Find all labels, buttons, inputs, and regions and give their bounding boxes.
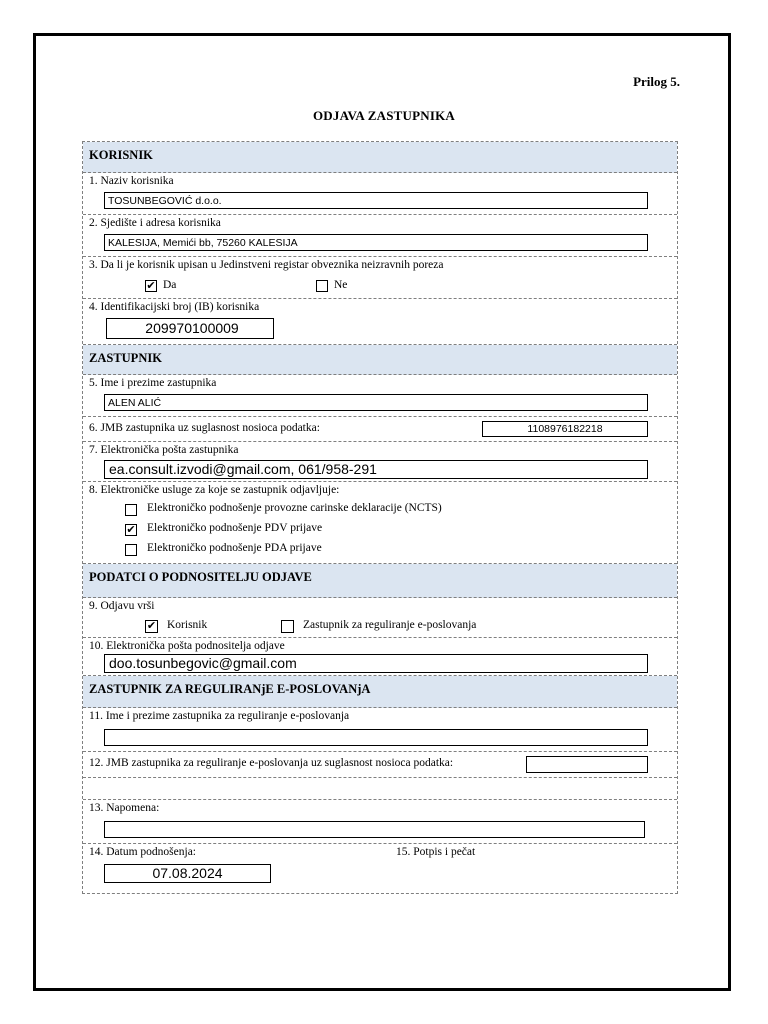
section-reg-zastupnik xyxy=(83,676,677,708)
adresa-input[interactable]: KALESIJA, Memići bb, 75260 KALESIJA xyxy=(104,234,648,251)
field-email-podnositelja xyxy=(83,638,677,676)
field-label: 12. JMB zastupnika za reguliranje e-poslovanja uz suglasnost nosioca podatka: xyxy=(89,757,454,769)
field-datum-potpis xyxy=(83,844,677,893)
field-label: 4. Identifikacijski broj (IB) korisnika xyxy=(89,301,260,313)
jmb-reg-zastupnika-input[interactable] xyxy=(526,756,648,773)
field-label: 2. Sjedište i adresa korisnika xyxy=(89,217,221,229)
field-label: 7. Elektronička pošta zastupnika xyxy=(89,444,239,456)
jmb-zastupnika-input[interactable]: 1108976182218 xyxy=(482,421,648,437)
potpis-label: 15. Potpis i pečat xyxy=(396,846,476,858)
email-podnositelja-input[interactable]: doo.tosunbegovic@gmail.com xyxy=(104,654,648,673)
field-jmb-reg-zastupnika xyxy=(83,752,677,778)
usluga-pdv-label: Elektroničko podnošenje PDV prijave xyxy=(147,522,323,534)
section-title: PODATCI O PODNOSITELJU ODJAVE xyxy=(89,570,312,584)
attachment-label: Prilog 5. xyxy=(633,74,680,89)
email-zastupnika-input[interactable]: ea.consult.izvodi@gmail.com, 061/958-291 xyxy=(104,460,648,479)
field-label: 14. Datum podnošenja: xyxy=(89,846,196,858)
section-korisnik xyxy=(83,142,677,173)
deregistration-form xyxy=(82,141,678,894)
field-ime-zastupnika xyxy=(83,375,677,417)
section-podnositelj xyxy=(83,564,677,598)
section-title: KORISNIK xyxy=(89,148,153,162)
usluga-ncts-label: Elektroničko podnošenje provozne carinske deklaracije (NCTS) xyxy=(147,502,442,514)
odjava-zastupnik-checkbox[interactable] xyxy=(281,620,294,633)
registar-no-label: Ne xyxy=(334,279,348,291)
field-label: 5. Ime i prezime zastupnika xyxy=(89,377,217,389)
naziv-input[interactable]: TOSUNBEGOVIĆ d.o.o. xyxy=(104,192,648,209)
section-title: ZASTUPNIK ZA REGULIRANjE E-POSLOVANjA xyxy=(89,682,371,696)
field-label: 11. Ime i prezime zastupnika za reguliranje e-poslovanja xyxy=(89,710,350,722)
field-jmb-zastupnika xyxy=(83,417,677,442)
field-label: 13. Napomena: xyxy=(89,802,160,814)
field-label: 8. Elektroničke usluge za koje se zastupnik odjavljuje: xyxy=(89,484,340,496)
section-title: ZASTUPNIK xyxy=(89,351,162,365)
field-ib xyxy=(83,299,677,345)
field-naziv xyxy=(83,173,677,215)
field-label: 10. Elektronička pošta podnositelja odjave xyxy=(89,640,285,652)
napomena-input[interactable] xyxy=(104,821,645,838)
field-usluge xyxy=(83,482,677,564)
usluga-ncts-checkbox[interactable] xyxy=(125,504,137,516)
spacer-row xyxy=(83,778,677,800)
field-email-zastupnika xyxy=(83,442,677,482)
odjava-zastupnik-label: Zastupnik za reguliranje e-poslovanja xyxy=(303,619,477,631)
field-registar xyxy=(83,257,677,299)
ime-zastupnika-input[interactable]: ALEN ALIĆ xyxy=(104,394,648,411)
usluga-pda-checkbox[interactable] xyxy=(125,544,137,556)
field-label: 6. JMB zastupnika uz suglasnost nosioca podatka: xyxy=(89,422,320,434)
field-napomena xyxy=(83,800,677,844)
section-zastupnik xyxy=(83,345,677,375)
registar-no-checkbox[interactable] xyxy=(316,280,328,292)
field-label: 3. Da li je korisnik upisan u Jedinstveni registar obveznika neizravnih poreza xyxy=(89,259,444,271)
registar-yes-checkbox[interactable]: ✔ xyxy=(146,279,156,292)
ib-input[interactable]: 209970100009 xyxy=(106,318,274,339)
usluga-pda-label: Elektroničko podnošenje PDA prijave xyxy=(147,542,322,554)
field-label: 9. Odjavu vrši xyxy=(89,600,155,612)
field-odjavu-vrsi xyxy=(83,598,677,638)
ime-reg-zastupnika-input[interactable] xyxy=(104,729,648,746)
field-ime-reg-zastupnika xyxy=(83,708,677,752)
field-adresa xyxy=(83,215,677,257)
usluga-pdv-checkbox[interactable]: ✔ xyxy=(126,523,136,536)
field-label: 1. Naziv korisnika xyxy=(89,175,174,187)
odjava-korisnik-checkbox[interactable]: ✔ xyxy=(146,619,157,632)
odjava-korisnik-label: Korisnik xyxy=(167,619,208,631)
registar-yes-label: Da xyxy=(163,279,177,291)
datum-input[interactable]: 07.08.2024 xyxy=(104,864,271,883)
form-title: ODJAVA ZASTUPNIKA xyxy=(313,108,455,123)
